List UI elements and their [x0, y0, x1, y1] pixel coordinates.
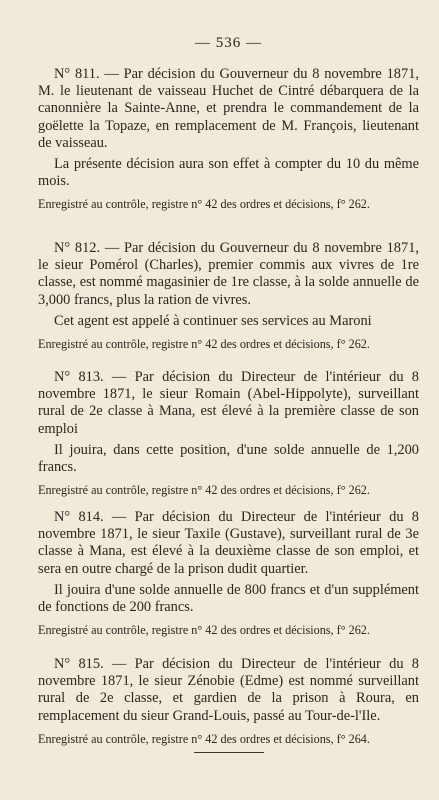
decision-813	[38, 369, 419, 497]
decision-salary-note: Il jouira, dans cette position, d'une solde annuelle de 1,200 francs.	[38, 441, 419, 476]
closing-rule	[194, 752, 264, 753]
decision-text: N° 812. — Par décision du Gouverneur du 8 novembre 1871, le sieur Pomérol (Charles), premier commis aux vivres de 1re classe, est nommé magasinier de 1re classe, à la solde annuelle de 3,000 francs, plus la ration de vivres.	[38, 240, 419, 308]
decision-812	[38, 240, 419, 358]
registration-note: Enregistré au contrôle, registre n° 42 des ordres et décisions, f° 264.	[38, 731, 370, 746]
registration-note: Enregistré au contrôle, registre n° 42 des ordres et décisions, f° 262.	[38, 623, 370, 638]
page-number: — 536 —	[195, 35, 262, 51]
registration-note: Enregistré au contrôle, registre n° 42 des ordres et décisions, f° 262.	[38, 483, 370, 498]
decision-811	[38, 66, 419, 231]
registration-note: Enregistré au contrôle, registre n° 42 des ordres et décisions, f° 262.	[38, 337, 370, 352]
decision-text: N° 814. — Par décision du Directeur de l'intérieur du 8 novembre 1871, le sieur Taxile (Gustave), surveillant rural de 3e classe à Mana, est élevé à la deuxième classe de son emploi, et sera en outre chargé de la prison dudit quartier.	[38, 509, 419, 577]
decision-text: N° 815. — Par décision du Directeur de l'intérieur du 8 novembre 1871, le sieur Zénobie (Edme) est nommé surveillant rural de 2e classe, et gardien de la prison à Roura, en remplacement du sieur Grand-Louis, passé au Tour-de-l'Ile.	[38, 656, 419, 724]
decision-text: N° 813. — Par décision du Directeur de l'intérieur du 8 novembre 1871, le sieur Romain (Abel-Hippolyte), surveillant rural de 2e classe à Mana, est élevé à la première classe de son emploi	[38, 369, 419, 437]
decision-814	[38, 509, 419, 647]
registration-note: Enregistré au contrôle, registre n° 42 des ordres et décisions, f° 262.	[38, 197, 370, 212]
decision-extra-note: Cet agent est appelé à continuer ses services au Maroni	[54, 312, 372, 329]
decision-text: N° 811. — Par décision du Gouverneur du 8 novembre 1871, M. le lieutenant de vaisseau Huchet de Cintré débarquera de la canonnière la Sainte-Anne, et prendra le commandement de la goëlette la Topaze, en remplacement de M. François, lieutenant de vaisseau.	[38, 66, 419, 151]
decision-effect-note: La présente décision aura son effet à compter du 10 du même mois.	[38, 156, 419, 190]
decision-815	[38, 656, 419, 746]
decision-salary-note: Il jouira d'une solde annuelle de 800 francs et d'un supplément de fonctions de 200 francs.	[38, 581, 419, 616]
